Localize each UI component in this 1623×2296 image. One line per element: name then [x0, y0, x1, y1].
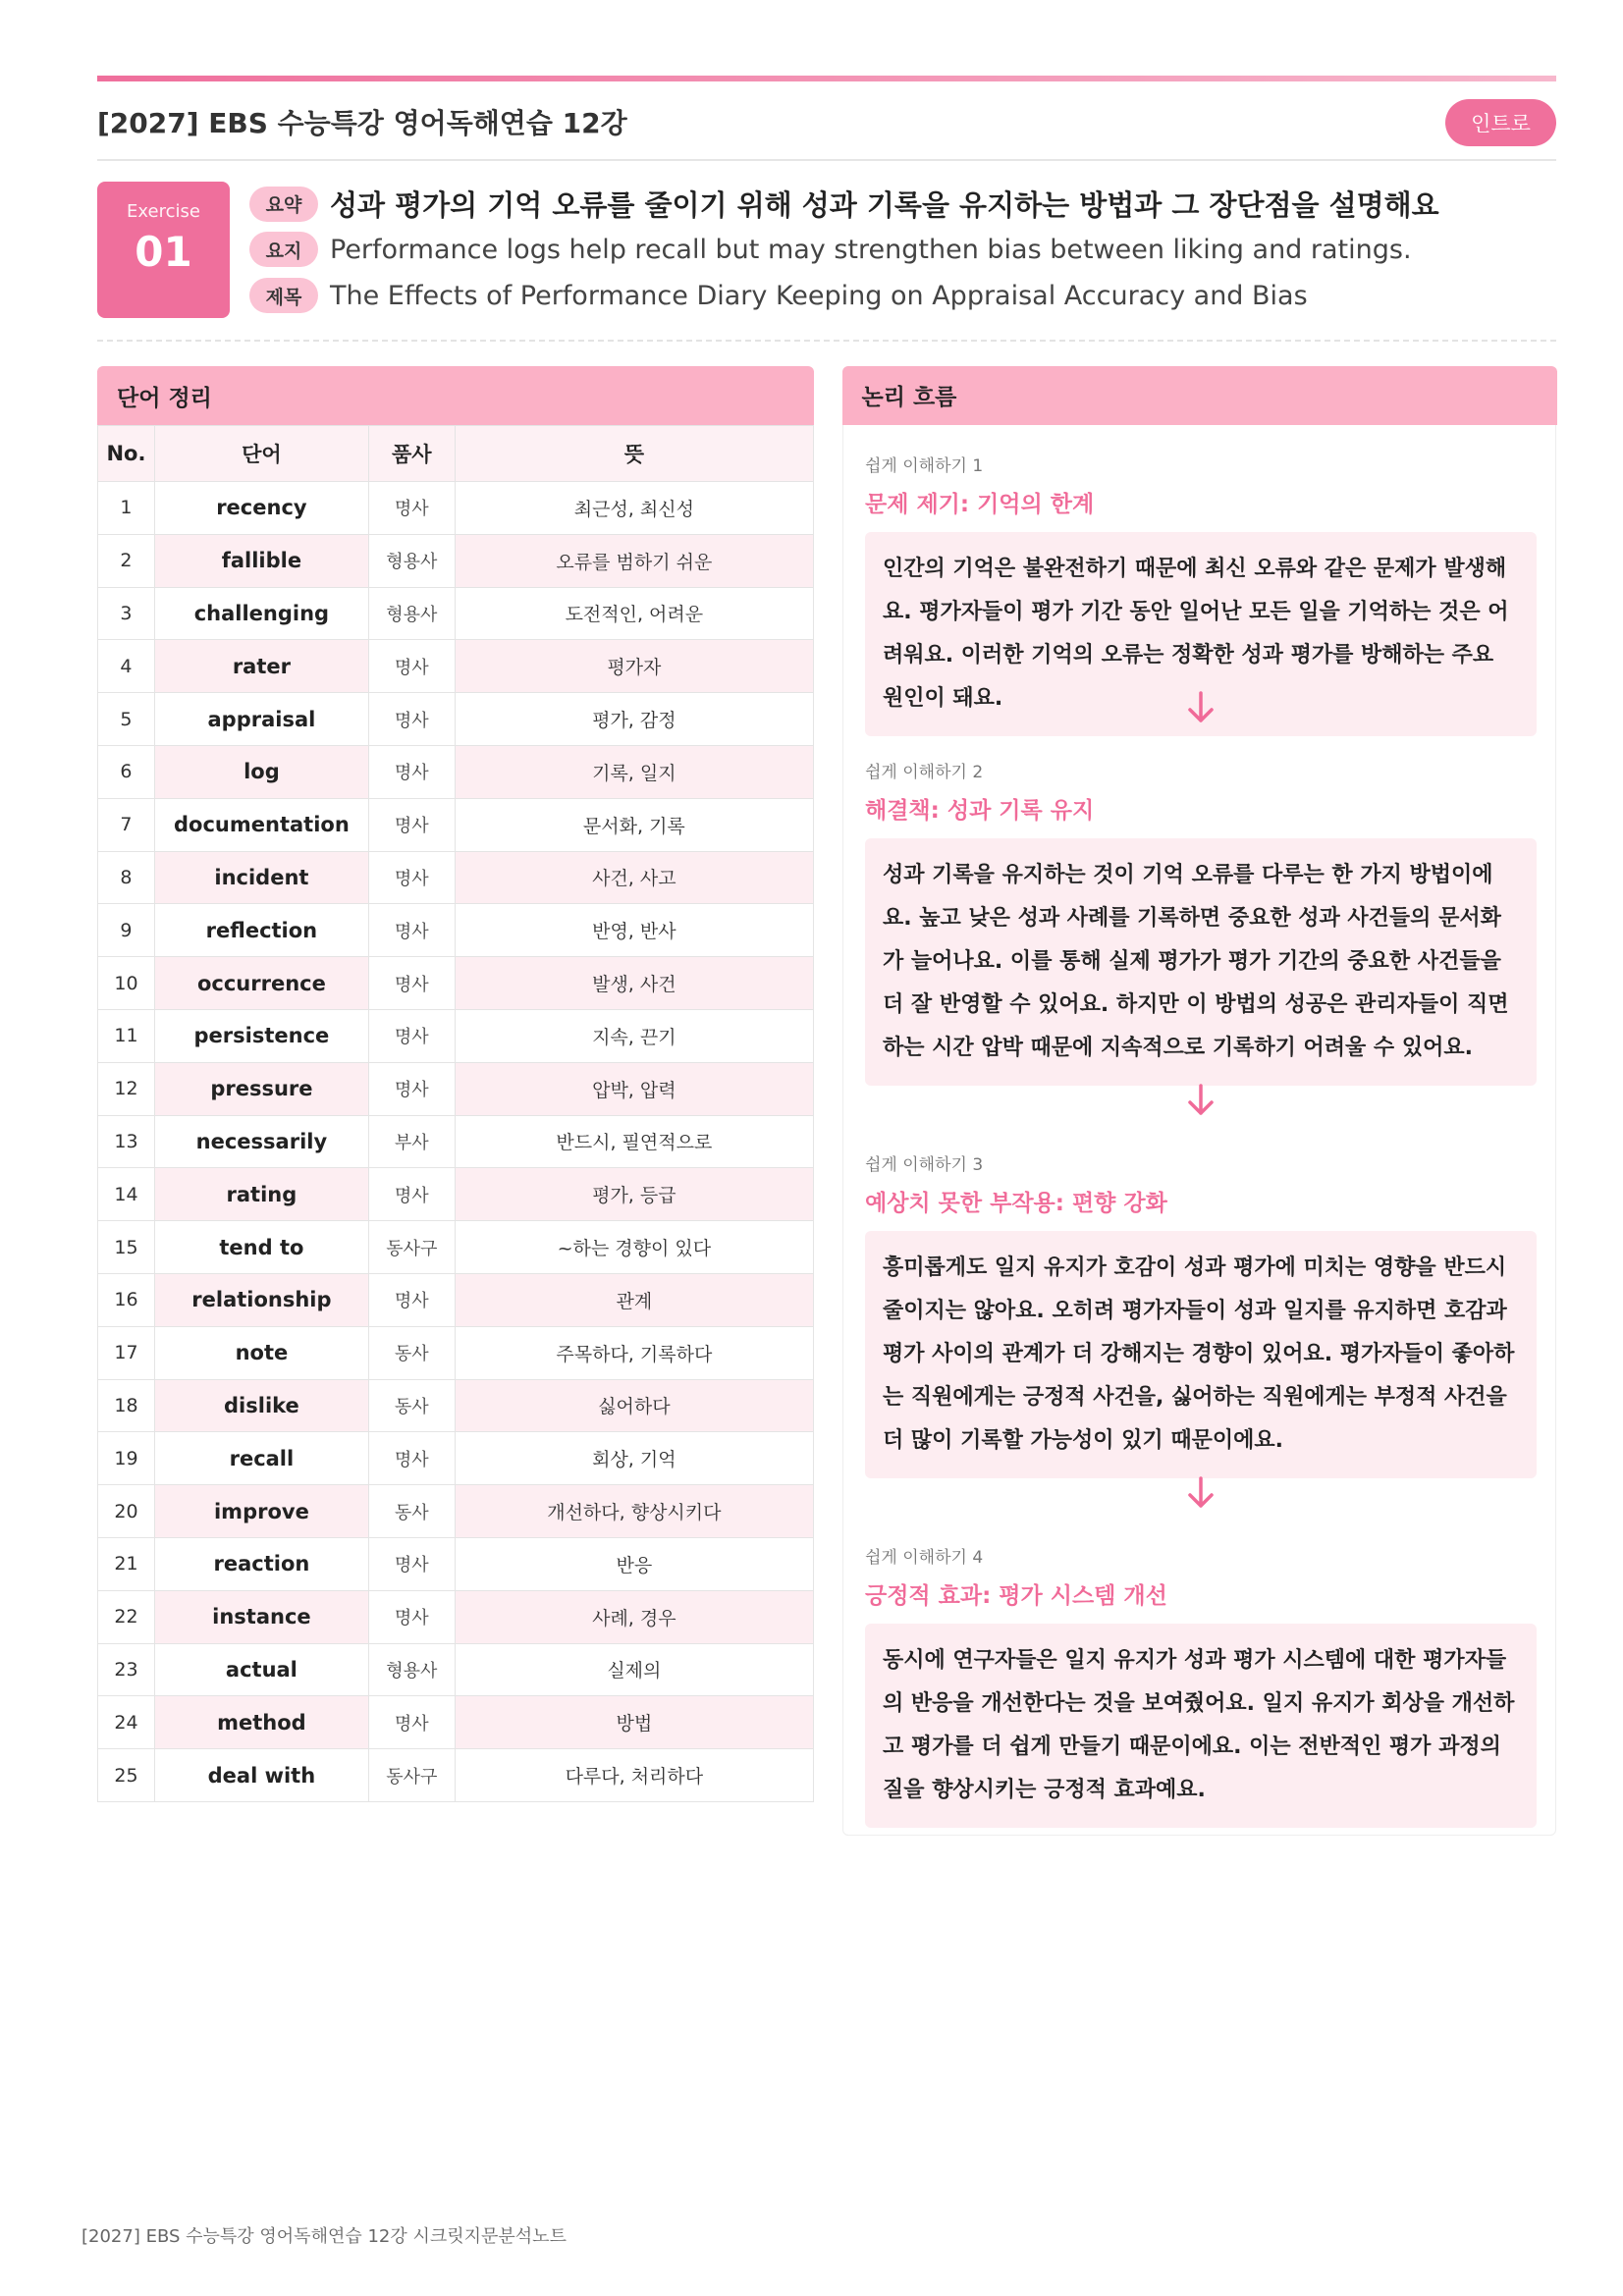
vocab-word: necessarily: [154, 1115, 368, 1168]
vocab-pos: 명사: [368, 1273, 455, 1326]
vocab-no: 16: [98, 1273, 155, 1326]
vocab-pos: 명사: [368, 1062, 455, 1115]
vocab-word: recency: [154, 482, 368, 535]
vocab-no: 22: [98, 1590, 155, 1643]
vocab-row: [98, 745, 814, 798]
vocab-pos: 동사구: [368, 1221, 455, 1274]
header-divider: [97, 159, 1556, 161]
logic-panel: [842, 366, 1556, 1836]
vocab-no: 25: [98, 1749, 155, 1802]
exercise-badge: [97, 182, 230, 318]
vocab-table: [97, 425, 814, 1802]
vocab-pos: 형용사: [368, 534, 455, 587]
vocab-pos: 명사: [368, 798, 455, 851]
vocab-meaning: 실제의: [455, 1643, 813, 1696]
vocab-meaning: 회상, 기억: [455, 1432, 813, 1485]
vocab-meaning: 평가, 등급: [455, 1168, 813, 1221]
vocab-pos: 명사: [368, 1590, 455, 1643]
vocab-meaning: 반드시, 필연적으로: [455, 1115, 813, 1168]
vocab-row: [98, 640, 814, 693]
vocab-no: 7: [98, 798, 155, 851]
step-title: 긍정적 효과: 평가 시스템 개선: [865, 1583, 1167, 1609]
vocab-pos: 명사: [368, 1432, 455, 1485]
vocab-pos: 동사: [368, 1485, 455, 1538]
down-arrow-icon: [843, 1476, 1557, 1514]
vocab-row: [98, 1379, 814, 1432]
step-subtitle: 쉽게 이해하기 3: [865, 1155, 984, 1175]
vocab-meaning: 사건, 사고: [455, 851, 813, 904]
title-text: The Effects of Performance Diary Keeping on Appraisal Accuracy and Bias: [330, 280, 1308, 311]
step-description: 성과 기록을 유지하는 것이 기억 오류를 다루는 한 가지 방법이에요. 높고 낮은 성과 사례를 기록하면 중요한 성과 사건들의 문서화가 늘어나요. 이를 통해 실제 평가가 평가 기간의 중요한 사건들을 더 잘 반영할 수 있어요. 하지만 이 방법의 성공은 관리자들이 직면하는 시간 압박 때문에 지속적으로 기록하기 어려울 수 있어요.: [865, 838, 1537, 1086]
col-header-meaning: 뜻: [455, 426, 813, 482]
vocab-pos: 명사: [368, 1696, 455, 1749]
down-arrow-icon: [843, 1084, 1557, 1121]
vocab-meaning: 발생, 사건: [455, 957, 813, 1010]
vocab-meaning: 기록, 일지: [455, 745, 813, 798]
vocab-word: persistence: [154, 1009, 368, 1062]
vocab-no: 4: [98, 640, 155, 693]
exercise-label: Exercise: [127, 201, 200, 222]
vocab-row: [98, 482, 814, 535]
vocab-row: [98, 1115, 814, 1168]
col-header-pos: 품사: [368, 426, 455, 482]
vocab-word: deal with: [154, 1749, 368, 1802]
exercise-number: 01: [135, 228, 192, 276]
vocab-meaning: 다루다, 처리하다: [455, 1749, 813, 1802]
vocab-word: reaction: [154, 1537, 368, 1590]
vocab-row: [98, 1432, 814, 1485]
vocab-no: 24: [98, 1696, 155, 1749]
vocab-word: rater: [154, 640, 368, 693]
vocab-no: 3: [98, 587, 155, 640]
vocab-no: 20: [98, 1485, 155, 1538]
vocab-no: 12: [98, 1062, 155, 1115]
intro-button[interactable]: 인트로: [1445, 99, 1556, 146]
gist-tag: 요지: [249, 232, 318, 267]
top-accent-bar: [97, 76, 1556, 81]
vocab-meaning: ~하는 경향이 있다: [455, 1221, 813, 1274]
vocab-row: [98, 798, 814, 851]
vocab-word: note: [154, 1326, 368, 1379]
logic-step-4: [865, 1543, 1537, 1828]
vocab-pos: 명사: [368, 1009, 455, 1062]
vocab-word: occurrence: [154, 957, 368, 1010]
vocab-row: [98, 851, 814, 904]
vocab-word: pressure: [154, 1062, 368, 1115]
vocab-row: [98, 1168, 814, 1221]
vocab-row: [98, 957, 814, 1010]
vocab-word: dislike: [154, 1379, 368, 1432]
vocab-word: relationship: [154, 1273, 368, 1326]
vocab-word: rating: [154, 1168, 368, 1221]
vocab-word: actual: [154, 1643, 368, 1696]
col-header-word: 단어: [154, 426, 368, 482]
vocab-row: [98, 1326, 814, 1379]
step-description: 인간의 기억은 불완전하기 때문에 최신 오류와 같은 문제가 발생해요. 평가자들이 평가 기간 동안 일어난 모든 일을 기억하는 것은 어려워요. 이러한 기억의 오류는 정확한 성과 평가를 방해하는 주요 원인이 돼요.: [865, 532, 1537, 736]
vocab-row: [98, 1273, 814, 1326]
vocab-no: 6: [98, 745, 155, 798]
vocab-no: 17: [98, 1326, 155, 1379]
vocab-word: incident: [154, 851, 368, 904]
vocab-pos: 동사: [368, 1379, 455, 1432]
vocab-row: [98, 1696, 814, 1749]
page-title: [2027] EBS 수능특강 영어독해연습 12강: [97, 107, 627, 139]
gist-row: [249, 232, 1412, 267]
summary-text: 성과 평가의 기억 오류를 줄이기 위해 성과 기록을 유지하는 방법과 그 장단점을 설명해요: [330, 188, 1439, 222]
vocab-row: [98, 587, 814, 640]
vocab-meaning: 도전적인, 어려운: [455, 587, 813, 640]
vocab-meaning: 주목하다, 기록하다: [455, 1326, 813, 1379]
vocab-row: [98, 1590, 814, 1643]
vocab-word: documentation: [154, 798, 368, 851]
vocab-meaning: 압박, 압력: [455, 1062, 813, 1115]
vocab-no: 15: [98, 1221, 155, 1274]
summary-tag: 요약: [249, 187, 318, 222]
vocab-no: 5: [98, 693, 155, 746]
vocab-no: 11: [98, 1009, 155, 1062]
vocab-table-body: [98, 482, 814, 1802]
vocab-panel-title: 단어 정리: [97, 366, 814, 425]
vocab-word: instance: [154, 1590, 368, 1643]
page-footer: [2027] EBS 수능특강 영어독해연습 12강 시크릿지문분석노트: [81, 2226, 567, 2247]
step-description: 동시에 연구자들은 일지 유지가 성과 평가 시스템에 대한 평가자들의 반응을 개선한다는 것을 보여줬어요. 일지 유지가 회상을 개선하고 평가를 더 쉽게 만들기 때문이에요. 이는 전반적인 평가 과정의 질을 향상시키는 긍정적 효과예요.: [865, 1624, 1537, 1828]
vocab-word: recall: [154, 1432, 368, 1485]
vocab-row: [98, 1643, 814, 1696]
step-subtitle: 쉽게 이해하기 1: [865, 456, 984, 476]
vocab-pos: 명사: [368, 640, 455, 693]
vocab-row: [98, 1062, 814, 1115]
vocab-pos: 동사: [368, 1326, 455, 1379]
vocab-row: [98, 904, 814, 957]
vocab-row: [98, 1221, 814, 1274]
vocab-row: [98, 1485, 814, 1538]
vocab-pos: 동사구: [368, 1749, 455, 1802]
vocab-meaning: 최근성, 최신성: [455, 482, 813, 535]
vocab-row: [98, 693, 814, 746]
down-arrow-icon: [843, 691, 1557, 728]
step-title: 해결책: 성과 기록 유지: [865, 798, 1095, 824]
vocab-pos: 명사: [368, 851, 455, 904]
vocab-pos: 명사: [368, 482, 455, 535]
vocab-meaning: 개선하다, 향상시키다: [455, 1485, 813, 1538]
vocab-meaning: 평가자: [455, 640, 813, 693]
vocab-meaning: 반영, 반사: [455, 904, 813, 957]
vocab-no: 10: [98, 957, 155, 1010]
summary-row: [249, 184, 1439, 224]
vocab-pos: 명사: [368, 904, 455, 957]
vocab-word: log: [154, 745, 368, 798]
step-title: 예상치 못한 부작용: 편향 강화: [865, 1191, 1167, 1216]
vocab-no: 21: [98, 1537, 155, 1590]
vocab-meaning: 방법: [455, 1696, 813, 1749]
vocab-pos: 형용사: [368, 587, 455, 640]
section-divider: [97, 340, 1556, 342]
vocab-row: [98, 1749, 814, 1802]
vocab-word: tend to: [154, 1221, 368, 1274]
logic-step-2: [865, 758, 1537, 1086]
vocab-pos: 명사: [368, 957, 455, 1010]
vocab-no: 9: [98, 904, 155, 957]
vocab-no: 14: [98, 1168, 155, 1221]
vocab-meaning: 평가, 감정: [455, 693, 813, 746]
vocab-meaning: 반응: [455, 1537, 813, 1590]
vocab-pos: 형용사: [368, 1643, 455, 1696]
vocab-word: challenging: [154, 587, 368, 640]
step-description: 흥미롭게도 일지 유지가 호감이 성과 평가에 미치는 영향을 반드시 줄이지는 않아요. 오히려 평가자들이 성과 일지를 유지하면 호감과 평가 사이의 관계가 더 강해지는 경향이 있어요. 평가자들이 좋아하는 직원에게는 긍정적 사건을, 싫어하는 직원에게는 부정적 사건을 더 많이 기록할 가능성이 있기 때문이에요.: [865, 1231, 1537, 1478]
vocab-pos: 명사: [368, 1537, 455, 1590]
vocab-no: 19: [98, 1432, 155, 1485]
vocab-no: 23: [98, 1643, 155, 1696]
vocab-pos: 부사: [368, 1115, 455, 1168]
step-subtitle: 쉽게 이해하기 4: [865, 1548, 984, 1568]
vocab-pos: 명사: [368, 745, 455, 798]
title-tag: 제목: [249, 278, 318, 313]
vocab-row: [98, 1537, 814, 1590]
vocab-row: [98, 1009, 814, 1062]
vocab-word: method: [154, 1696, 368, 1749]
vocab-meaning: 문서화, 기록: [455, 798, 813, 851]
col-header-no: No.: [98, 426, 155, 482]
vocab-word: fallible: [154, 534, 368, 587]
vocab-no: 1: [98, 482, 155, 535]
gist-text: Performance logs help recall but may strengthen bias between liking and ratings.: [330, 234, 1412, 265]
vocab-no: 8: [98, 851, 155, 904]
vocab-pos: 명사: [368, 693, 455, 746]
vocab-meaning: 지속, 끈기: [455, 1009, 813, 1062]
step-subtitle: 쉽게 이해하기 2: [865, 763, 984, 782]
vocab-meaning: 사례, 경우: [455, 1590, 813, 1643]
vocab-word: reflection: [154, 904, 368, 957]
title-row: [249, 278, 1308, 313]
vocab-no: 13: [98, 1115, 155, 1168]
vocab-meaning: 싫어하다: [455, 1379, 813, 1432]
vocab-word: improve: [154, 1485, 368, 1538]
logic-panel-title: 논리 흐름: [842, 366, 1557, 425]
vocab-word: appraisal: [154, 693, 368, 746]
vocab-meaning: 오류를 범하기 쉬운: [455, 534, 813, 587]
vocab-meaning: 관계: [455, 1273, 813, 1326]
step-title: 문제 제기: 기억의 한계: [865, 492, 1095, 517]
vocab-header-row: [98, 426, 814, 482]
vocab-panel: [97, 366, 814, 1802]
vocab-row: [98, 534, 814, 587]
vocab-pos: 명사: [368, 1168, 455, 1221]
logic-step-3: [865, 1150, 1537, 1478]
vocab-no: 2: [98, 534, 155, 587]
vocab-no: 18: [98, 1379, 155, 1432]
